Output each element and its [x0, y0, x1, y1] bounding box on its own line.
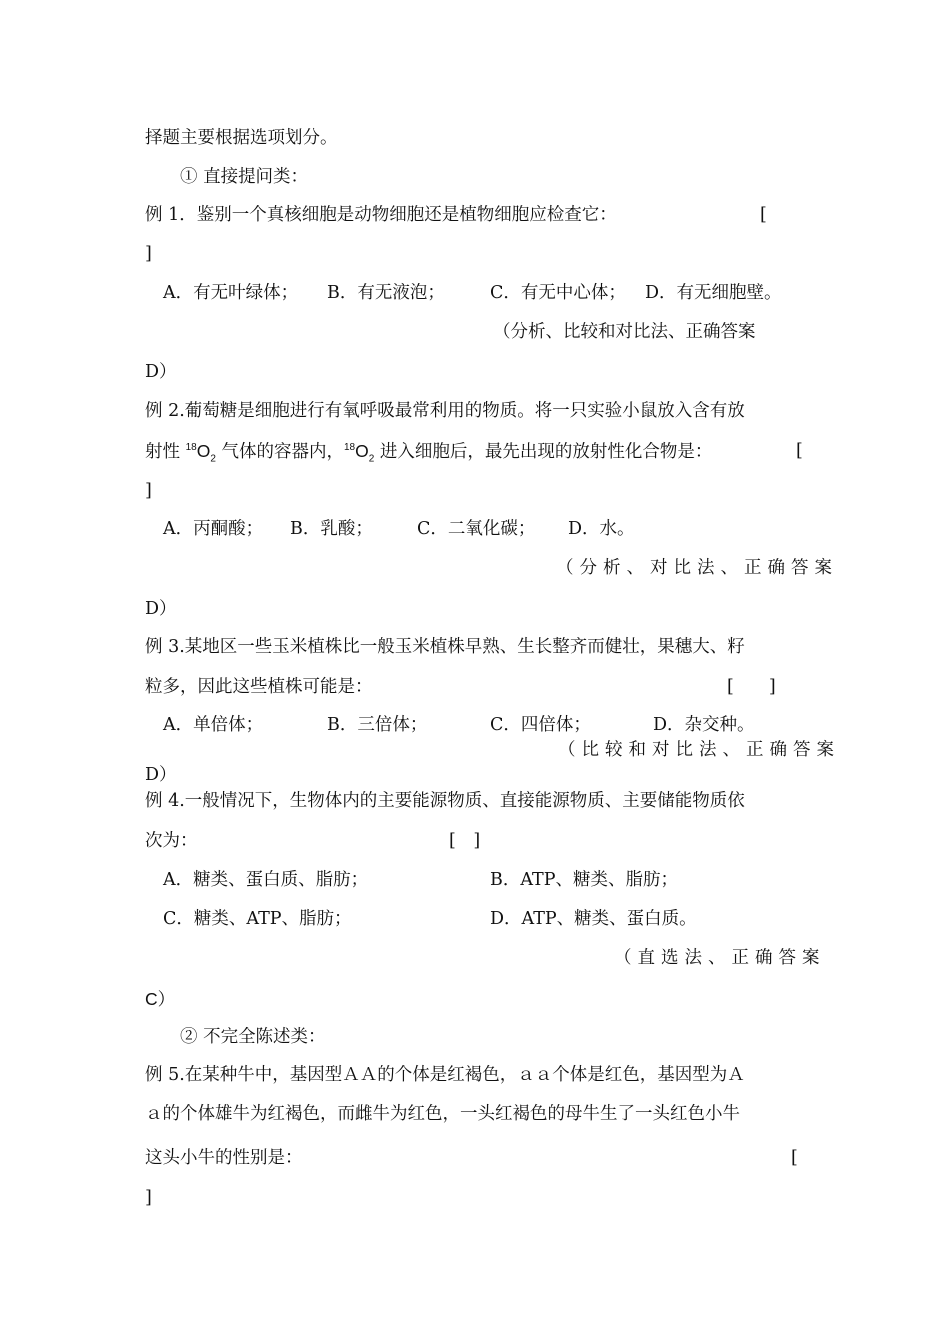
question-1-stem: 例 1．鉴别一个真核细胞是动物细胞还是植物细胞应检查它：	[145, 205, 617, 225]
question-3-stem-line-2: 粒多，因此这些植株可能是：	[145, 677, 373, 697]
question-4-option-c: C．糖类、ATP、脂肪；	[163, 909, 352, 929]
question-2-stem-part-2: 气体的容器内，	[215, 442, 344, 462]
question-3-option-a: A．单倍体；	[163, 715, 264, 735]
question-2-option-a: A．丙酮酸；	[163, 519, 264, 539]
isotope-formula	[185, 441, 216, 465]
question-3-option-c: C．四倍体；	[490, 715, 591, 735]
isotope-mass-2: 18	[343, 442, 356, 454]
question-1-analysis: （分析、比较和对比法、正确答案	[493, 322, 756, 342]
question-2-stem-part-3: 进入细胞后，最先出现的放射性化合物是：	[374, 442, 713, 462]
section-heading-direct-question: ① 直接提问类：	[180, 167, 309, 187]
question-4-bracket: [ ]	[449, 831, 481, 851]
question-5-bracket-open: [	[791, 1148, 798, 1168]
question-1-option-d: D．有无细胞壁。	[645, 283, 782, 303]
question-5-stem-line-3: 这头小牛的性别是：	[145, 1148, 303, 1168]
question-1-bracket-close: ]	[145, 244, 152, 264]
question-3-bracket: [ ]	[727, 677, 776, 697]
isotope-element-2: O	[355, 441, 369, 461]
question-2-answer: D）	[145, 599, 177, 619]
question-4-option-d: D．ATP、糖类、蛋白质。	[490, 909, 697, 929]
question-2-stem-line-2	[145, 439, 712, 464]
question-2-stem-line-1: 例 2.葡萄糖是细胞进行有氧呼吸最常利用的物质。将一只实验小鼠放入含有放	[145, 401, 745, 421]
question-4-answer: C）	[145, 989, 176, 1009]
question-2-stem-part-1: 射性	[145, 442, 186, 462]
question-4-option-a: A．糖类、蛋白质、脂肪；	[163, 870, 369, 890]
question-2-option-d: D．水。	[568, 519, 635, 539]
question-1-option-b: B．有无液泡；	[327, 283, 445, 303]
isotope-subscript-2: 2	[368, 453, 375, 465]
intro-text: 择题主要根据选项划分。	[145, 128, 338, 148]
question-5-bracket-close: ]	[145, 1188, 152, 1208]
question-2-option-c: C．二氧化碳；	[417, 519, 536, 539]
question-3-option-d: D．杂交种。	[653, 715, 755, 735]
question-3-option-b: B．三倍体；	[327, 715, 428, 735]
question-3-analysis: （比较和对比法、正确答案	[558, 740, 840, 760]
question-4-stem-line-1: 例 4.一般情况下，生物体内的主要能源物质、直接能源物质、主要储能物质依	[145, 791, 745, 811]
question-2-option-b: B．乳酸；	[290, 519, 373, 539]
isotope-element: O	[196, 441, 211, 461]
question-1-bracket-open: [	[760, 205, 767, 225]
question-2-analysis: （分析、对比法、正确答案	[556, 558, 838, 578]
question-5-stem-line-1: 例 5.在某种牛中，基因型ＡＡ的个体是红褐色，ａａ个体是红色，基因型为Ａ	[145, 1065, 745, 1085]
question-1-option-c: C．有无中心体；	[490, 283, 626, 303]
isotope-formula-2	[343, 441, 375, 465]
section-heading-incomplete-statement: ② 不完全陈述类：	[180, 1027, 326, 1047]
question-3-stem-line-1: 例 3.某地区一些玉米植株比一般玉米植株早熟、生长整齐而健壮，果穗大、籽	[145, 637, 745, 657]
question-5-stem-line-2: ａ的个体雄牛为红褐色，而雌牛为红色，一头红褐色的母牛生了一头红色小牛	[145, 1104, 740, 1124]
isotope-subscript: 2	[210, 453, 216, 465]
question-4-analysis: （直选法、正确答案	[614, 948, 826, 968]
question-4-option-b: B．ATP、糖类、脂肪；	[490, 870, 678, 890]
isotope-mass: 18	[185, 442, 197, 454]
question-1-answer: D）	[145, 362, 177, 382]
question-4-stem-line-2: 次为：	[145, 831, 198, 851]
question-2-bracket-open: [	[796, 441, 803, 461]
question-2-bracket-close: ]	[145, 481, 152, 501]
question-3-answer: D）	[145, 765, 177, 785]
question-1-option-a: A．有无叶绿体；	[163, 283, 299, 303]
